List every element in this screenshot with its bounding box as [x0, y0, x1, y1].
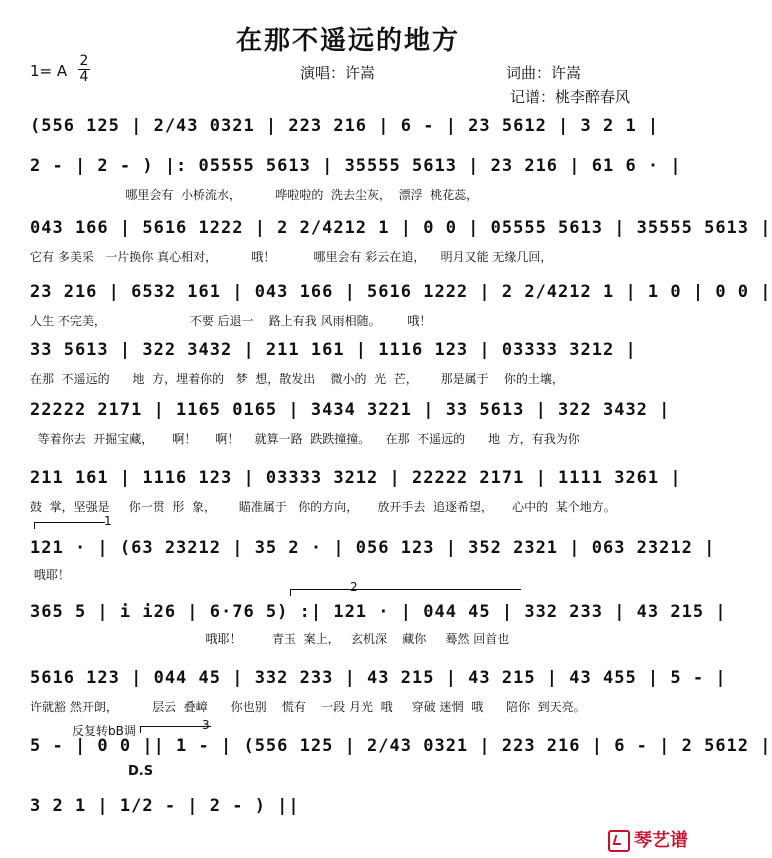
- lyric-row-8: 哦耶！: [30, 568, 70, 582]
- volta-bracket-1: [34, 522, 105, 529]
- score-row-11: 5 - | 0 0 || 1 - | (556 125 | 2/43 0321 | 223 216 | 6 - | 2 5612 |: [30, 736, 772, 756]
- volta-number-1: 1: [104, 514, 112, 528]
- lyric-row-2: 哪里会有 小桥流水， 哗啦啦的 洗去尘灰， 漂浮 桃花蕊，: [30, 188, 479, 202]
- score-row-1: (556 125 | 2/43 0321 | 223 216 | 6 - | 23 5612 | 3 2 1 |: [30, 116, 660, 136]
- volta-number-2: 2: [350, 580, 358, 594]
- piano-logo-icon: [608, 830, 630, 852]
- score-row-6: 22222 2171 | 1165 0165 | 3434 3221 | 33 5613 | 322 3432 |: [30, 400, 671, 420]
- time-sig-top: 2: [79, 53, 89, 69]
- singer-credit: 演唱：许嵩: [300, 64, 376, 82]
- score-row-8: 121 · | (63 23212 | 35 2 · | 056 123 | 352 2321 | 063 23212 |: [30, 538, 716, 558]
- score-row-9: 365 5 | i i26 | 6·76 5) :| 121 · | 044 45 | 332 233 | 43 215 |: [30, 602, 727, 622]
- time-sig-bottom: 4: [79, 69, 89, 85]
- volta-bracket-3: [140, 726, 211, 733]
- lyric-row-9: 哦耶！ 青玉 案上， 玄机深 藏你 蓦然 回首也: [30, 632, 510, 646]
- score-row-10: 5616 123 | 044 45 | 332 233 | 43 215 | 43 215 | 43 455 | 5 - |: [30, 668, 727, 688]
- score-row-3: 043 166 | 5616 1222 | 2 2/4212 1 | 0 0 | 05555 5613 | 35555 5613 |: [30, 218, 772, 238]
- score-row-12: 3 2 1 | 1/2 - | 2 - ) ||: [30, 796, 300, 816]
- site-logo: [608, 826, 688, 852]
- score-row-5: 33 5613 | 322 3432 | 211 161 | 1116 123 | 03333 3212 |: [30, 340, 637, 360]
- lyric-row-3: 它有 多美采 一片换你 真心相对， 哦！ 哪里会有 彩云在追， 明月又能 无缘几回，: [30, 250, 553, 264]
- lyric-row-7: 鼓 掌，坚强是 你一贯 形 象， 瞄准属于 你的方向， 放开手去 追逐希望， 心中的 某个地方。: [30, 500, 616, 514]
- lyric-row-4: 人生 不完美， 不要 后退一 路上有我 风雨相随。 哦！: [30, 314, 432, 328]
- transcriber-credit: 记谱：桃李醉春风: [510, 88, 631, 106]
- lyric-row-10: 许就豁 然开朗， 层云 叠嶂 你也别 慌有 一段 月光 哦 穿破 迷惘 哦 陪你 到天亮。: [30, 700, 586, 714]
- composer-credit: 词曲：许嵩: [506, 64, 582, 82]
- key-signature: 1= A: [30, 62, 68, 80]
- logo-text: 琴艺谱: [634, 830, 688, 851]
- repeat-key-change-note: 反复转bB调: [72, 724, 136, 738]
- dal-segno-mark: D.S: [128, 764, 154, 779]
- score-row-4: 23 216 | 6532 161 | 043 166 | 5616 1222 | 2 2/4212 1 | 1 0 | 0 0 |: [30, 282, 772, 302]
- score-row-7: 211 161 | 1116 123 | 03333 3212 | 22222 2171 | 1111 3261 |: [30, 468, 682, 488]
- score-row-2: 2 - | 2 - ) |: 05555 5613 | 35555 5613 | 23 216 | 61 6 · |: [30, 156, 682, 176]
- volta-bracket-2: [290, 589, 521, 596]
- lyric-row-6: 等着你去 开掘宝藏， 啊！ 啊！ 就算一路 跌跌撞撞。 在那 不遥远的 地 方，有我为你: [30, 432, 580, 446]
- page-title: 在那不遥远的地方: [235, 26, 460, 56]
- time-signature: [78, 54, 90, 85]
- lyric-row-5: 在那 不遥远的 地 方，埋着你的 梦 想，散发出 微小的 光 芒， 那是属于 你的土壤，: [30, 372, 564, 386]
- volta-number-3: 3: [202, 718, 210, 732]
